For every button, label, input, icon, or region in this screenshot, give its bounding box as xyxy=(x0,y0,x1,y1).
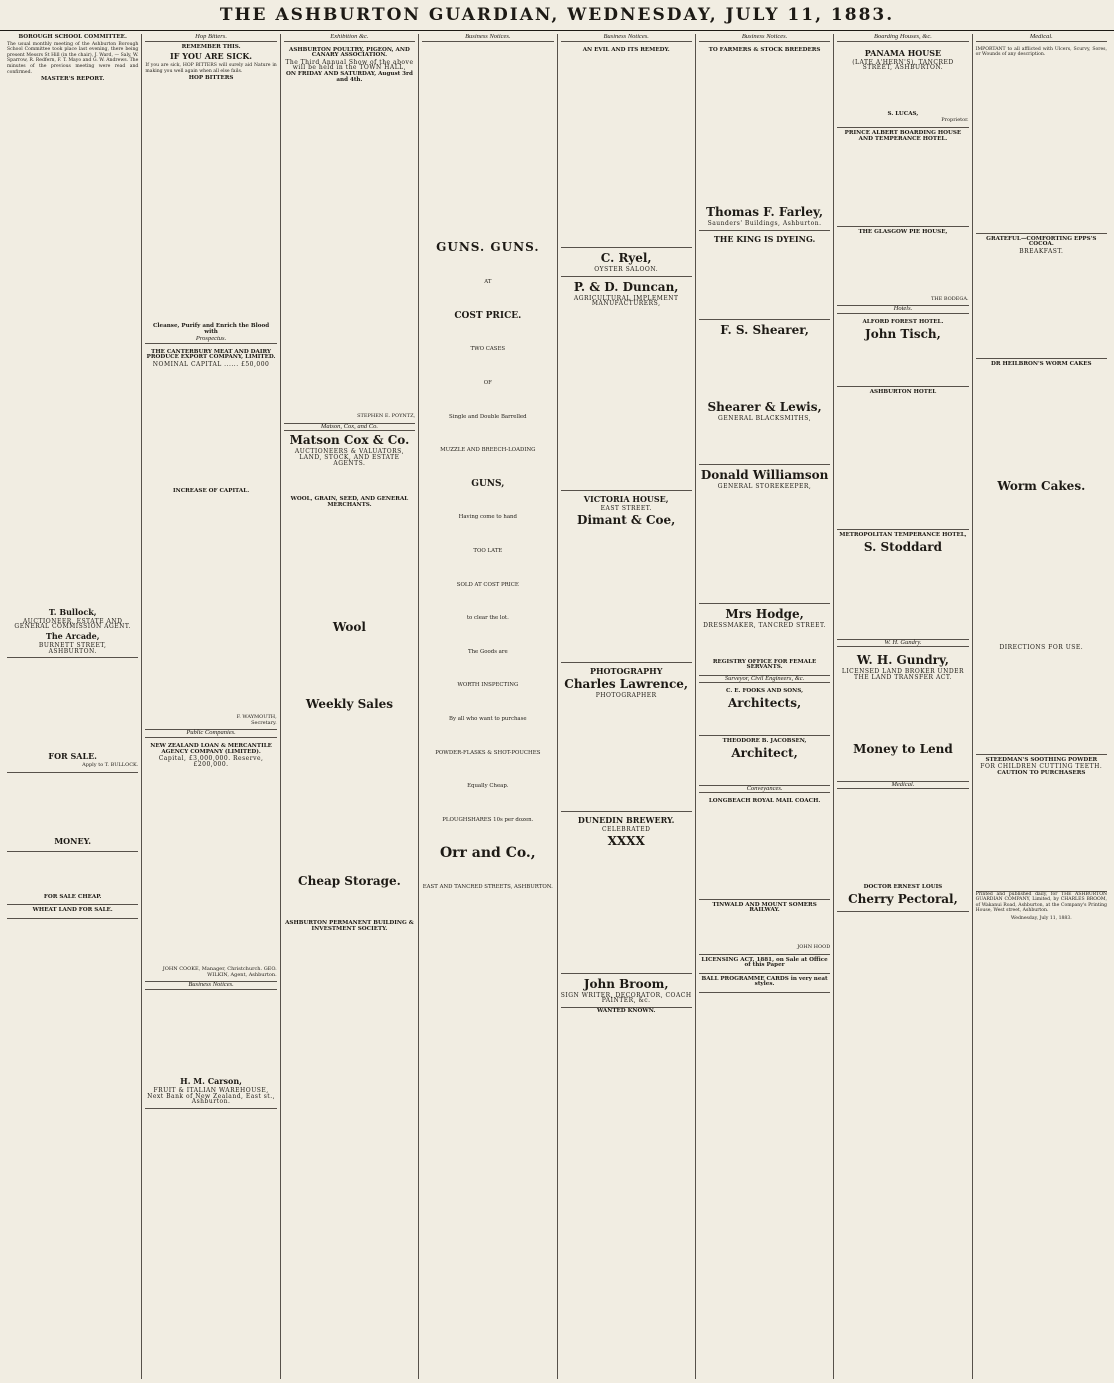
dressmaker-label: DRESSMAKER, TANCRED STREET. xyxy=(703,621,826,629)
surveyor-heading: Surveyor, Civil Engineers, &c. xyxy=(699,676,830,684)
prince-albert-title: PRINCE ALBERT BOARDING HOUSE AND TEMPERANCE HOTEL. xyxy=(844,129,962,142)
bullock-ad xyxy=(7,604,138,658)
hop-text: If you are sick, HOP BITTERS will surely aid Nature in making you well again when all else fails. xyxy=(145,63,277,74)
metropolitan-title: METROPOLITAN TEMPERANCE HOTEL, xyxy=(839,532,967,539)
guns-two-cases: TWO CASES xyxy=(470,346,506,353)
remember-this: REMEMBER THIS. xyxy=(181,43,241,50)
photo-ad xyxy=(561,663,692,813)
guns-sold: SOLD AT COST PRICE xyxy=(456,581,519,588)
lawrence-name: Charles Lawrence, xyxy=(564,676,689,691)
newspaper-columns xyxy=(4,34,1110,1379)
farmers-title: TO FARMERS & STOCK BREEDERS xyxy=(708,46,821,53)
cheap-storage-title: Cheap Storage. xyxy=(298,874,401,889)
masthead: THE ASHBURTON GUARDIAN, WEDNESDAY, JULY 11, 1883. xyxy=(0,0,1114,31)
farley-ad xyxy=(699,45,830,231)
farley-sub: Saunders' Buildings, Ashburton. xyxy=(707,220,822,228)
ryel-name: C. Ryel, xyxy=(600,251,652,266)
panama-ad xyxy=(837,45,968,128)
business-notices-heading-6: Business Notices. xyxy=(699,34,830,42)
guns-barrelled: Single and Double Barrelled xyxy=(449,413,527,420)
licensing-ad xyxy=(699,955,830,974)
printer-notice: Printed and published daily, for THE ASHBURTON GUARDIAN COMPANY, Limited, by CHARLES BROOM, of Wakanui Road, Ashburton, at the Company's Printing House, West street, Ashburton. xyxy=(975,891,1107,914)
carson-ad xyxy=(145,1073,276,1109)
matson-title: Matson Cox & Co. xyxy=(289,433,410,448)
xxxx-label: XXXX xyxy=(607,833,645,848)
money-title: MONEY. xyxy=(54,835,92,846)
arcade-town: ASHBURTON. xyxy=(48,647,97,655)
caution-title: CAUTION TO PURCHASERS xyxy=(997,769,1086,776)
celebrated-label: CELEBRATED xyxy=(601,826,651,834)
printer-date: Wednesday, July 11, 1883. xyxy=(1010,915,1072,921)
broom-name: John Broom, xyxy=(583,976,669,991)
oyster-saloon: OYSTER SALOON. xyxy=(594,266,659,274)
wool-title: Wool xyxy=(332,620,366,635)
prince-albert-ad xyxy=(837,128,968,227)
conveyances-heading: Conveyances. xyxy=(699,786,830,794)
medical-heading-8: Medical. xyxy=(976,34,1107,42)
school-committee-title: BOROUGH SCHOOL COMMITTEE. xyxy=(18,34,127,40)
meat-company-title: THE CANTERBURY MEAT AND DAIRY PRODUCE EXPORT COMPANY, LIMITED. xyxy=(146,348,276,361)
guns-powder: POWDER-FLASKS & SHOT-POUCHES xyxy=(435,749,541,756)
duncan-sub: AGRICULTURAL IMPLEMENT MANUFACTURERS, xyxy=(573,294,679,308)
williamson-ad xyxy=(699,465,830,604)
poyntz-signature: STEPHEN E. POYNTZ, xyxy=(357,413,416,420)
steedman-title: STEEDMAN'S SOOTHING POWDER xyxy=(985,756,1098,763)
column-8 xyxy=(973,34,1110,1379)
evil-ad xyxy=(561,45,692,249)
smiths-label: GENERAL BLACKSMITHS, xyxy=(718,414,812,422)
hop-bitters-title: HOP BITTERS xyxy=(188,75,234,82)
duncan-ad xyxy=(561,277,692,491)
arcade-street: BURNETT STREET, xyxy=(38,641,107,649)
longbeach-ad xyxy=(699,796,830,900)
guns-clear: to clear the lot. xyxy=(466,615,509,622)
jacobsen-title: THEODORE B. JACOBSEN, xyxy=(722,737,807,744)
cherry-ad xyxy=(837,882,968,912)
gundry-sub: LICENSED LAND BROKER UNDER THE LAND TRANSFER ACT. xyxy=(841,668,965,681)
heilbron-ad xyxy=(976,359,1107,755)
matson-sub: AUCTIONEERS & VALUATORS, LAND, STOCK, AND ESTATE AGENTS. xyxy=(294,448,404,467)
show-dates: ON FRIDAY AND SATURDAY, August 3rd and 4th. xyxy=(285,70,413,83)
meat-company-ad xyxy=(145,347,276,731)
money-ad xyxy=(7,833,138,852)
longbeach-title: LONGBEACH ROYAL MAIL COACH. xyxy=(708,798,821,805)
heilbron-title: DR HEILBRON'S WORM CAKES xyxy=(991,360,1092,367)
waymouth-signature: F. WAYMOUTH, xyxy=(236,714,277,721)
column-1 xyxy=(4,34,142,1379)
nz-loan-ad xyxy=(145,741,276,983)
carson-name: H. M. Carson, xyxy=(180,1076,242,1087)
ashburton-hotel-ad xyxy=(837,387,968,531)
guns-cost: COST PRICE. xyxy=(454,310,522,321)
shearer-name: F. S. Shearer, xyxy=(720,322,809,337)
ball-ad xyxy=(699,974,830,993)
hodge-ad xyxy=(699,604,830,676)
third-show: The Third Annual Show of the above will be held in the TOWN HALL, xyxy=(285,58,414,72)
gundry-ad xyxy=(837,650,968,781)
victoria-ad xyxy=(561,491,692,663)
hop-bitters-heading: Hop Bitters. xyxy=(145,34,276,42)
column-5 xyxy=(558,34,696,1379)
lucas-name: S. LUCAS, xyxy=(887,110,919,117)
boarding-houses-heading: Boarding Houses, &c. xyxy=(837,34,968,42)
for-sale-ad xyxy=(7,748,138,773)
gundry-heading: W. H. Gundry. xyxy=(837,640,968,648)
stoddard-name: S. Stoddard xyxy=(863,539,942,554)
gundry-name: W. H. Gundry, xyxy=(856,653,949,668)
breakfast-label: BREAKFAST. xyxy=(1019,247,1064,255)
business-notices-heading-2: Business Notices. xyxy=(145,982,276,990)
if-you-are-sick: IF YOU ARE SICK. xyxy=(170,51,253,62)
permanent-society-title: ASHBURTON PERMANENT BUILDING & INVESTMENT SOCIETY. xyxy=(285,920,414,932)
alford-title: ALFORD FOREST HOTEL. xyxy=(862,318,944,325)
architect-title: Architect, xyxy=(731,745,798,760)
column-2 xyxy=(142,34,280,1379)
public-companies-heading: Public Companies. xyxy=(145,730,276,738)
column-4 xyxy=(419,34,557,1379)
jacobsen-ad xyxy=(699,736,830,786)
shearer-ad xyxy=(699,320,830,466)
williamson-name: Donald Williamson xyxy=(700,468,829,483)
guns-guns2: GUNS, xyxy=(471,478,505,489)
wool-grain: WOOL, GRAIN, SEED, AND GENERAL MERCHANTS. xyxy=(290,496,409,508)
victoria-title: VICTORIA HOUSE, xyxy=(583,493,669,504)
masters-report-title: MASTER'S REPORT. xyxy=(41,76,105,83)
guns-goods: The Goods are xyxy=(467,648,508,655)
nominal-capital: NOMINAL CAPITAL ...... £50,000 xyxy=(152,360,270,368)
teething-label: FOR CHILDREN CUTTING TEETH. xyxy=(980,763,1103,771)
storekeeper-label: GENERAL STOREKEEPER, xyxy=(717,483,812,491)
wheat-land-title: WHEAT LAND FOR SALE. xyxy=(32,907,113,914)
guns-plough: PLOUGHSHARES 10s per dozen. xyxy=(442,816,534,823)
arcade-title: The Arcade, xyxy=(45,630,100,641)
apply-bullock: Apply to T. BULLOCK. xyxy=(82,762,139,769)
evil-title: AN EVIL AND ITS REMEDY. xyxy=(582,46,670,53)
nz-loan-title: NEW ZEALAND LOAN & MERCANTILE AGENCY COMPANY (LIMITED). xyxy=(150,742,272,755)
photographer-label: PHOTOGRAPHER xyxy=(595,691,657,699)
increase-capital: INCREASE OF CAPITAL. xyxy=(172,487,250,494)
guns-ad xyxy=(422,45,553,891)
photo-title: PHOTOGRAPHY xyxy=(589,665,663,676)
sale-cheap-ad xyxy=(7,892,138,906)
school-committee-text: The usual monthly meeting of the Ashburton Borough School Committee took place last evening, there being present Messrs St Hill (in the chair), J. Ward, — Saly, W. Sparrow, R. Redfern, F. T. Mayo and G. W. Andrews. The minutes of the previous meeting were read and confirmed. xyxy=(7,41,139,75)
cocoa-title: GRATEFUL—COMFORTING EPPS'S COCOA. xyxy=(986,235,1097,248)
louis-title: DOCTOR ERNEST LOUIS xyxy=(863,884,943,891)
king-title: THE KING IS DYEING. xyxy=(713,233,816,244)
exhibition-heading: Exhibition &c. xyxy=(284,34,415,42)
architects-title: Architects, xyxy=(727,695,802,710)
ball-title: BALL PROGRAMME CARDS in very neat styles. xyxy=(701,975,828,988)
poultry-ad xyxy=(284,45,415,424)
shearer-lewis-name: Shearer & Lewis, xyxy=(707,399,822,414)
guns-equally: Equally Cheap. xyxy=(467,783,509,790)
dimant-name: Dimant & Coe, xyxy=(577,512,676,527)
orr-name: Orr and Co., xyxy=(439,845,536,862)
carson-address: Next Bank of New Zealand, East st., Ashburton. xyxy=(147,1092,276,1106)
licensing-title: LICENSING ACT, 1881, on Sale at Office of this Paper xyxy=(701,956,828,969)
king-ad xyxy=(699,231,830,320)
matson-heading: Matson, Cox, and Co. xyxy=(284,424,415,432)
tisch-name: John Tisch, xyxy=(865,326,941,341)
money-to-lend: Money to Lend xyxy=(853,741,953,756)
column-6 xyxy=(696,34,834,1379)
sale-cheap-title: FOR SALE CHEAP. xyxy=(43,893,102,900)
weekly-sales-title: Weekly Sales xyxy=(305,697,394,712)
steedman-ad xyxy=(976,755,1107,892)
cooke-signature: JOHN COOKE, Manager, Christchurch. GEO. WILKIN, Agent, Ashburton. xyxy=(162,966,277,978)
panama-sub: (LATE A'HERN'S), TANCRED STREET, ASHBURTON. xyxy=(852,58,954,72)
glasgow-title: THE GLASGOW PIE HOUSE, xyxy=(858,229,948,236)
farley-name: Thomas F. Farley, xyxy=(706,205,823,220)
important-text: IMPORTANT to all afflicted with Ulcers, Scurvy, Sores, or Wounds of any description. xyxy=(975,46,1107,58)
fooks-ad xyxy=(699,686,830,736)
prospectus-heading: Prospectus. xyxy=(145,336,276,344)
secretary-label: Secretary. xyxy=(251,719,277,726)
nz-loan-capital: Capital, £3,000,000. Reserve, £200,000. xyxy=(158,755,264,768)
dunedin-ad xyxy=(561,812,692,974)
wanted-known: WANTED KNOWN. xyxy=(596,1007,656,1014)
duncan-name: P. & D. Duncan, xyxy=(573,279,679,294)
hodge-name: Mrs Hodge, xyxy=(725,606,804,621)
broom-sub: SIGN WRITER, DECORATOR, COACH PAINTER, &c. xyxy=(560,991,692,1005)
business-notices-heading-4: Business Notices. xyxy=(422,34,553,42)
guns-muzzle: MUZZLE AND BREECH-LOADING xyxy=(440,447,536,454)
business-notices-heading-5: Business Notices. xyxy=(561,34,692,42)
wheat-land-ad xyxy=(7,905,138,919)
bodega-label: THE BODEGA. xyxy=(930,295,969,302)
tinwald-ad xyxy=(699,900,830,955)
glasgow-ad xyxy=(837,227,968,306)
poultry-title: ASHBURTON POULTRY, PIGEON, AND CANARY ASSOCIATION. xyxy=(289,46,410,59)
hood-signature: JOHN HOOD xyxy=(797,943,831,950)
carson-sub: FRUIT & ITALIAN WAREHOUSE, xyxy=(153,1087,269,1095)
guns-title: GUNS. GUNS. xyxy=(436,239,540,254)
cherry-name: Cherry Pectoral, xyxy=(848,891,958,906)
worm-cakes-title: Worm Cakes. xyxy=(997,479,1086,494)
guns-having: Having come to hand xyxy=(458,514,517,521)
fooks-title: C. E. FOOKS AND SONS, xyxy=(726,688,804,695)
for-sale-title: FOR SALE. xyxy=(48,751,97,762)
tinwald-title: TINWALD AND MOUNT SOMERS RAILWAY. xyxy=(712,901,817,914)
guns-too-late: TOO LATE xyxy=(473,547,503,554)
bullock-name: T. Bullock, xyxy=(48,606,97,617)
directions-title: DIRECTIONS FOR USE. xyxy=(999,644,1084,652)
guns-of: OF xyxy=(483,379,492,386)
hotels-heading: Hotels. xyxy=(837,306,968,314)
guns-by-all: By all who want to purchase xyxy=(449,715,527,722)
column-7 xyxy=(834,34,972,1379)
panama-title: PANAMA HOUSE xyxy=(864,47,942,58)
ryel-ad xyxy=(561,248,692,277)
registry-office: REGISTRY OFFICE FOR FEMALE SERVANTS. xyxy=(712,658,817,671)
metropolitan-ad xyxy=(837,530,968,640)
ashburton-hotel-title: ASHBURTON HOTEL xyxy=(869,388,937,395)
cocoa-ad xyxy=(976,234,1107,359)
guns-worth: WORTH INSPECTING xyxy=(457,682,519,689)
dunedin-title: DUNEDIN BREWERY. xyxy=(577,815,675,826)
cleanse-line: Cleanse, Purify and Enrich the Blood with xyxy=(152,322,270,335)
orr-address: EAST AND TANCRED STREETS, ASHBURTON. xyxy=(422,883,553,890)
lucas-proprietor: Proprietor. xyxy=(941,117,969,124)
guns-at: AT xyxy=(484,279,492,286)
column-3 xyxy=(281,34,419,1379)
bullock-line: AUCTIONEER, ESTATE AND GENERAL COMMISSION AGENT. xyxy=(14,617,131,631)
medical-heading-7: Medical. xyxy=(837,782,968,790)
important-ad xyxy=(976,45,1107,234)
victoria-east-st: EAST STREET. xyxy=(600,504,652,512)
alford-ad xyxy=(837,317,968,387)
broom-ad xyxy=(561,974,692,1008)
